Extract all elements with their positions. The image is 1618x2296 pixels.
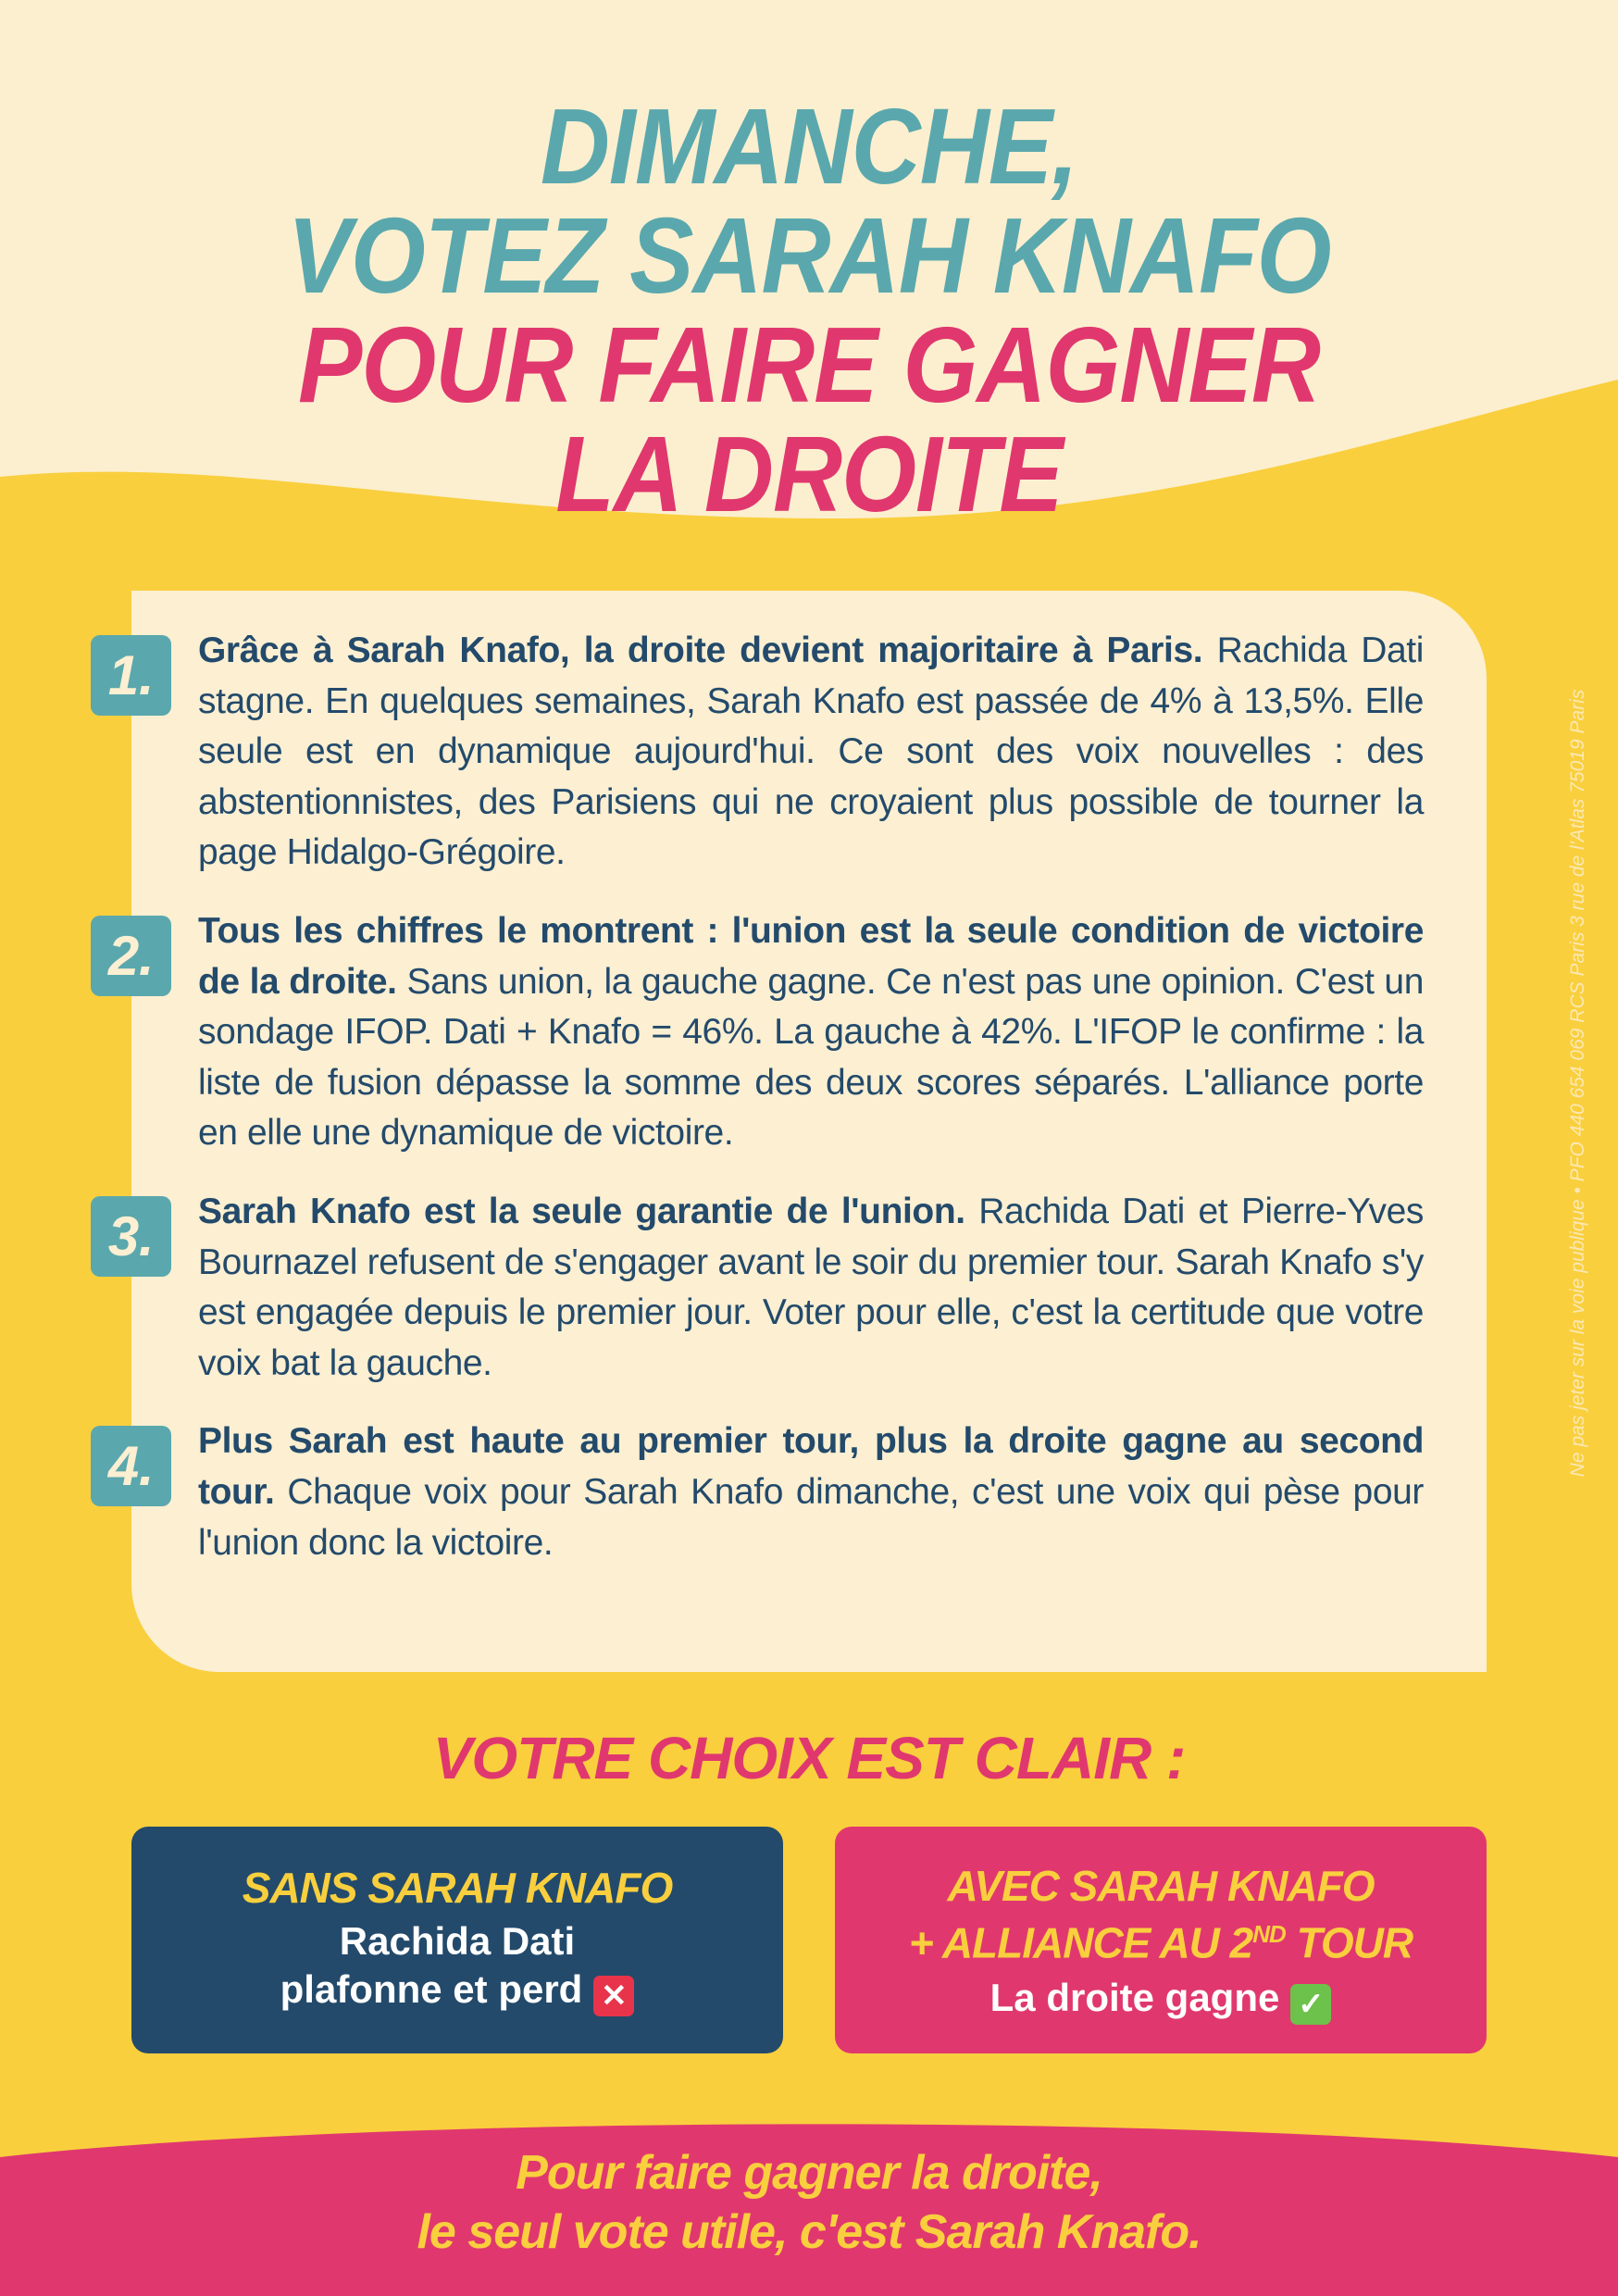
number-badge: 4. (91, 1426, 171, 1506)
box-line: La droite gagne (989, 1976, 1280, 2020)
footer-line-2: le seul vote utile, c'est Sarah Knafo. (417, 2205, 1201, 2259)
number-badge: 3. (91, 1196, 171, 1277)
headline (0, 87, 1618, 535)
box-heading-2 (835, 1910, 1487, 1966)
number-badge: 1. (91, 635, 171, 716)
argument-lead: Plus Sarah est haute au premier tour, plus la droite gagne au second tour. (198, 1421, 1424, 1512)
headline-line-4: LA DROITE (555, 415, 1063, 535)
headline-line-1: DIMANCHE, (540, 87, 1078, 207)
with-knafo-box (835, 1827, 1487, 2053)
argument-item (91, 1416, 1424, 1568)
box-heading: AVEC SARAH KNAFO (947, 1862, 1375, 1910)
argument-item (91, 626, 1424, 879)
number-badge: 2. (91, 916, 171, 996)
argument-item (91, 1187, 1424, 1389)
argument-text: Chaque voix pour Sarah Knafo dimanche, c'est une voix qui pèse pour l'union donc la victoire. (198, 1471, 1424, 1563)
argument-text: Sans union, la gauche gagne. Ce n'est pas une opinion. C'est un sondage IFOP. Dati + Knafo = 46%. La gauche à 42%. L'IFOP le confirme : la liste de fusion dépasse la somme des deux scores séparés. L'alliance porte en elle une dynamique de victoire. (198, 961, 1424, 1154)
box-heading: SANS SARAH KNAFO (242, 1864, 673, 1912)
headline-line-2: VOTEZ SARAH KNAFO (287, 196, 1331, 317)
box-line-with-icon (131, 1965, 783, 2016)
check-mark-icon: ✓ (1290, 1984, 1331, 2025)
box-line-with-icon (835, 1974, 1487, 2025)
box-line: Rachida Dati (339, 1919, 576, 1963)
arguments-list (91, 626, 1424, 1596)
box-heading-text: + ALLIANCE AU 2 (908, 1918, 1253, 1967)
headline-line-3: POUR FAIRE GAGNER (298, 306, 1320, 426)
box-line: plafonne et perd (280, 1967, 583, 2011)
argument-item (91, 906, 1424, 1159)
argument-lead: Tous les chiffres le montrent : l'union est la seule condition de victoire de la droite. (198, 910, 1424, 1002)
ordinal-suffix: ND (1252, 1920, 1286, 1948)
argument-lead: Sarah Knafo est la seule garantie de l'union. (198, 1191, 965, 1231)
legal-notice: Ne pas jeter sur la voie publique • PFO 440 654 069 RCS Paris 3 rue de l'Atlas 75019 Paris (1567, 689, 1588, 1478)
choice-title: VOTRE CHOIX EST CLAIR : (432, 1725, 1186, 1791)
argument-lead: Grâce à Sarah Knafo, la droite devient majoritaire à Paris. (198, 630, 1203, 670)
cross-mark-icon: ✕ (593, 1976, 634, 2016)
footer-line-1: Pour faire gagner la droite, (516, 2146, 1102, 2200)
argument-text: Rachida Dati stagne. En quelques semaines, Sarah Knafo est passée de 4% à 13,5%. Elle seule est en dynamique aujourd'hui. Ce sont des voix nouvelles : des abstentionnistes, des Parisiens qui ne croyaient plus possible de tourner la page Hidalgo-Grégoire. (198, 630, 1424, 873)
without-knafo-box (131, 1827, 783, 2053)
argument-text: Rachida Dati et Pierre-Yves Bournazel refusent de s'engager avant le soir du premier tour. Sarah Knafo s'y est engagée depuis le premier jour. Voter pour elle, c'est la certitude que votre voix bat la gauche. (198, 1191, 1424, 1383)
footer-slogan (0, 2143, 1618, 2262)
box-heading-text: TOUR (1285, 1918, 1413, 1967)
